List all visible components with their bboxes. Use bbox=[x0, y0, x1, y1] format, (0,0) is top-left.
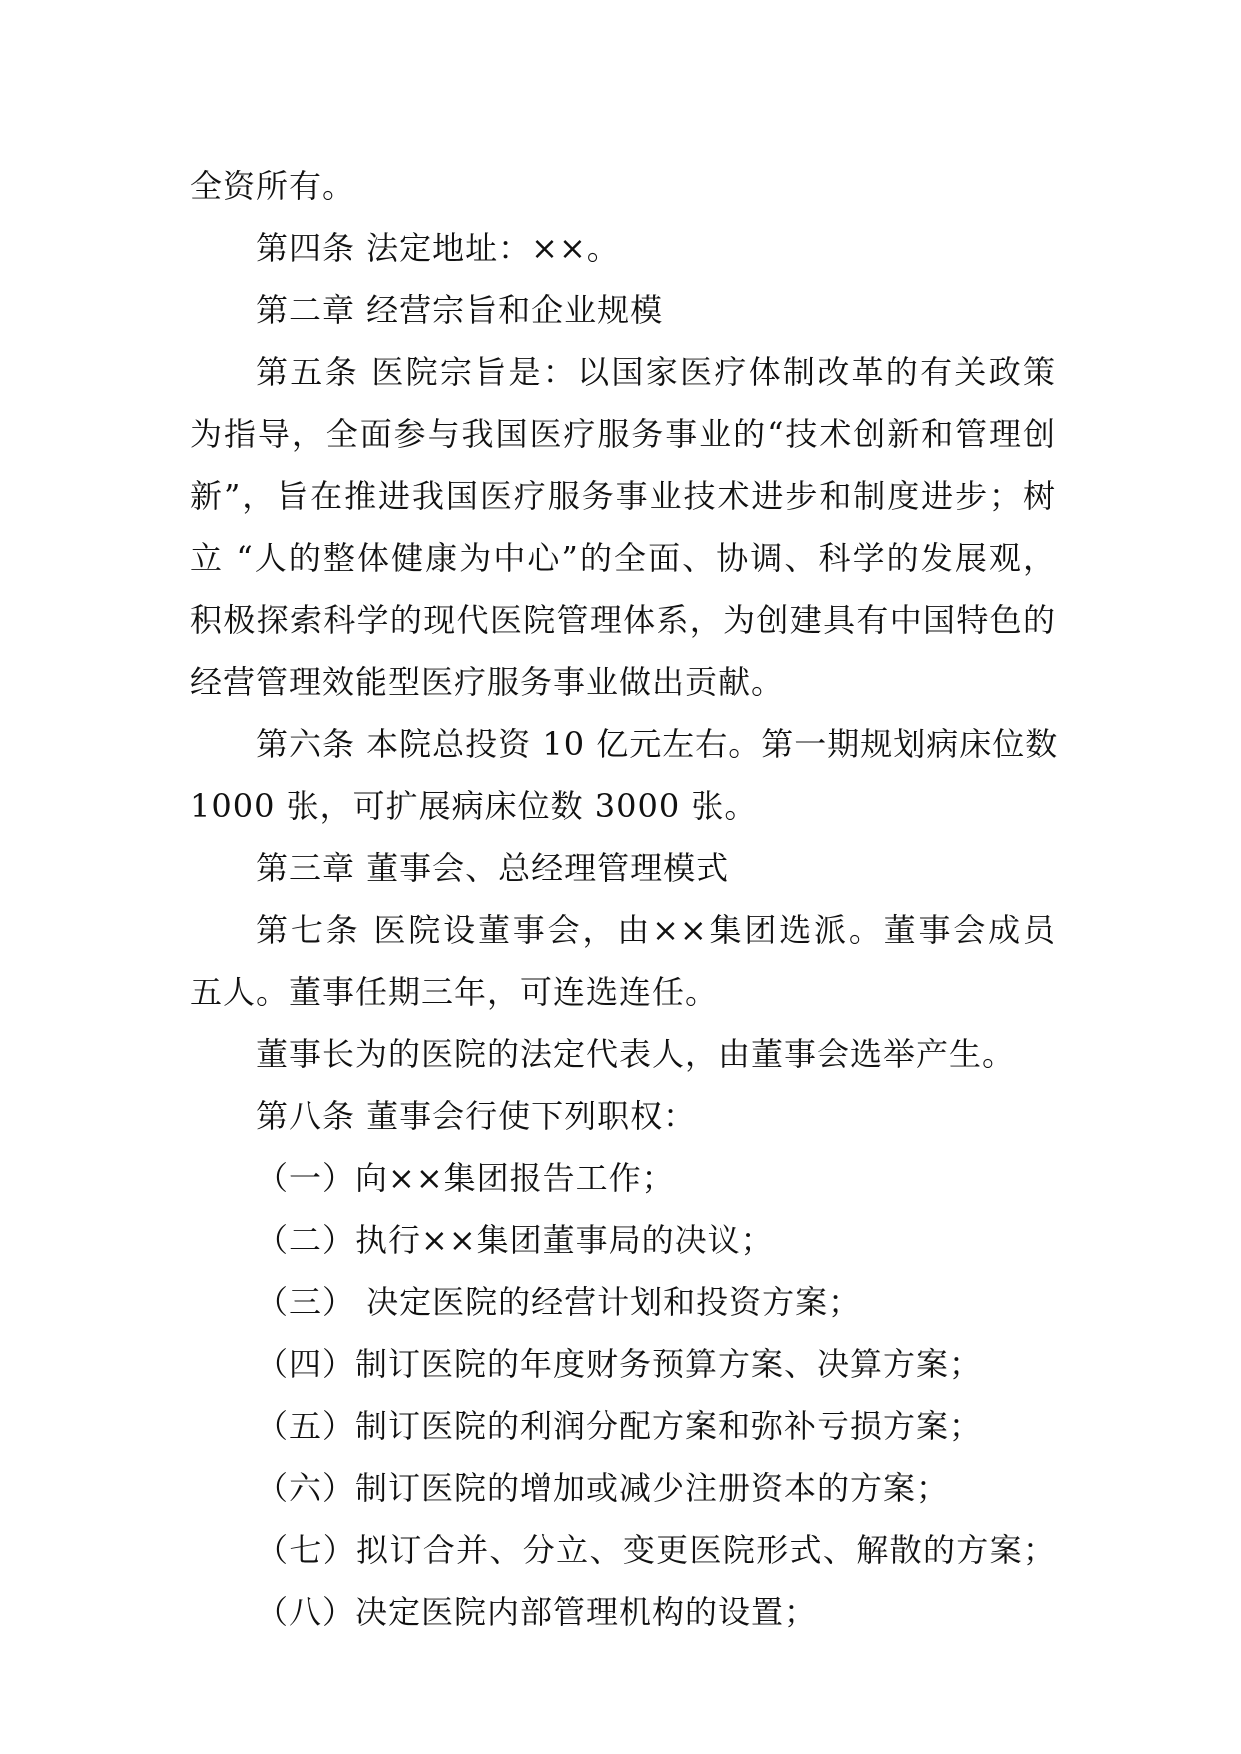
article-6-line-2: 1000 张，可扩展病床位数 3000 张。 bbox=[190, 787, 758, 825]
article-8-item-4: （四）制订医院的年度财务预算方案、决算方案； bbox=[256, 1345, 983, 1383]
chapter-3-heading: 第三章 董事会、总经理管理模式 bbox=[256, 849, 730, 887]
article-5-line-6: 经营管理效能型医疗服务事业做出贡献。 bbox=[190, 663, 785, 701]
article-5-line-3: 新”，旨在推进我国医疗服务事业技术进步和制度进步；树 bbox=[190, 477, 1056, 515]
article-8-item-1: （一）向××集团报告工作； bbox=[256, 1159, 675, 1197]
article-8-item-5: （五）制订医院的利润分配方案和弥补亏损方案； bbox=[256, 1407, 983, 1445]
article-7-chairman-paragraph: 董事长为的医院的法定代表人，由董事会选举产生。 bbox=[256, 1035, 1016, 1073]
article-7-line-1: 第七条 医院设董事会，由××集团选派。董事会成员 bbox=[256, 911, 1056, 949]
article-5-line-2: 为指导，全面参与我国医疗服务事业的“技术创新和管理创 bbox=[190, 415, 1056, 453]
article-8: 第八条 董事会行使下列职权： bbox=[256, 1097, 697, 1135]
article-5-line-1: 第五条 医院宗旨是：以国家医疗体制改革的有关政策 bbox=[256, 353, 1056, 391]
article-5-line-5: 积极探索科学的现代医院管理体系，为创建具有中国特色的 bbox=[190, 601, 1056, 639]
chapter-2-heading: 第二章 经营宗旨和企业规模 bbox=[256, 291, 664, 329]
document-body bbox=[190, 155, 1059, 1643]
article-8-item-8: （八）决定医院内部管理机构的设置； bbox=[256, 1593, 818, 1631]
article-7-line-2: 五人。董事任期三年，可连选连任。 bbox=[190, 973, 719, 1011]
article-3-continuation: 全资所有。 bbox=[190, 167, 356, 205]
article-5-line-4: 立 “人的整体健康为中心”的全面、协调、科学的发展观， bbox=[190, 539, 1056, 577]
article-8-item-2: （二）执行××集团董事局的决议； bbox=[256, 1221, 774, 1259]
article-6-line-1: 第六条 本院总投资 10 亿元左右。第一期规划病床位数 bbox=[256, 725, 1059, 763]
article-4: 第四条 法定地址：××。 bbox=[256, 229, 620, 267]
article-8-item-7: （七）拟订合并、分立、变更医院形式、解散的方案； bbox=[256, 1531, 1056, 1569]
article-8-item-6: （六）制订医院的增加或减少注册资本的方案； bbox=[256, 1469, 950, 1507]
article-8-item-3: （三） 决定医院的经营计划和投资方案； bbox=[256, 1283, 862, 1321]
